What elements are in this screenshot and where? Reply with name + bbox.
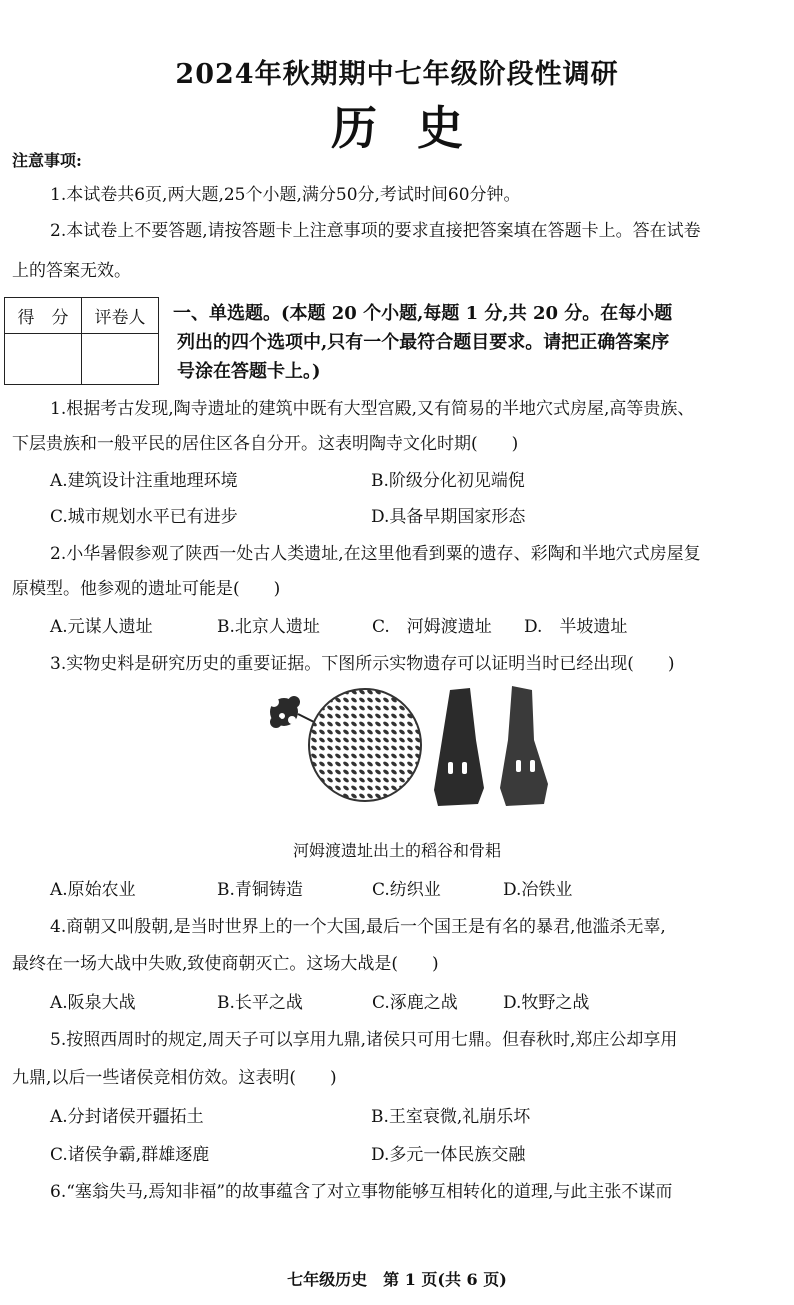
q3-figure-caption: 河姆渡遗址出土的稻谷和骨耜 — [292, 841, 501, 860]
q3-stem-line1: 3.实物史料是研究历史的重要证据。下图所示实物遗存可以证明当时已经出现( ) — [50, 654, 675, 674]
notice-item-2-line2: 上的答案无效。 — [12, 261, 131, 281]
q4-option-d: D.牧野之战 — [503, 993, 590, 1013]
q3-option-a: A.原始农业 — [50, 880, 136, 900]
q4-option-a: A.阪泉大战 — [50, 993, 136, 1013]
q5-stem-line1: 5.按照西周时的规定,周天子可以享用九鼎,诸侯只可用七鼎。但春秋时,郑庄公却享用 — [50, 1030, 678, 1050]
page-footer: 七年级历史 第 1 页(共 6 页) — [287, 1270, 507, 1289]
notice-item-1: 1.本试卷共6页,两大题,25个小题,满分50分,考试时间60分钟。 — [50, 185, 521, 205]
q6-stem-line1: 6.“塞翁失马,焉知非福”的故事蕴含了对立事物能够互相转化的道理,与此主张不谋而 — [50, 1182, 673, 1202]
score-box — [4, 297, 159, 385]
q1-option-c: C.城市规划水平已有进步 — [50, 507, 238, 527]
q2-stem-line2: 原模型。他参观的遗址可能是( ) — [12, 579, 281, 599]
q3-option-d: D.冶铁业 — [503, 880, 573, 900]
q2-stem-line1: 2.小华暑假参观了陕西一处古人类遗址,在这里他看到粟的遗存、彩陶和半地穴式房屋复 — [50, 544, 701, 564]
q5-option-b: B.王室衰微,礼崩乐坏 — [371, 1107, 531, 1127]
rice-and-bone-spade-figure — [262, 680, 562, 810]
q3-option-c: C.纺织业 — [372, 880, 441, 900]
q4-option-b: B.长平之战 — [217, 993, 303, 1013]
rice-grains-magnified-icon — [309, 689, 421, 801]
q2-option-c: C. 河姆渡遗址 — [372, 617, 492, 637]
subject-title: 历史 — [331, 101, 503, 155]
score-label: 得 分 — [5, 298, 82, 334]
q5-option-a: A.分封诸侯开疆拓土 — [50, 1107, 204, 1127]
q4-stem-line2: 最终在一场大战中失败,致使商朝灭亡。这场大战是( ) — [12, 954, 439, 974]
grader-label: 评卷人 — [82, 298, 159, 334]
q5-stem-line2: 九鼎,以后一些诸侯竞相仿效。这表明( ) — [12, 1068, 337, 1088]
score-cell — [5, 334, 82, 385]
section1-line1: 一、单选题。(本题 20 个小题,每题 1 分,共 20 分。在每小题 — [173, 303, 673, 324]
exam-title: 2024年秋期期中七年级阶段性调研 — [175, 59, 619, 90]
q2-option-d: D. 半坡遗址 — [524, 617, 628, 637]
q1-option-a: A.建筑设计注重地理环境 — [50, 471, 238, 491]
q1-stem-line1: 1.根据考古发现,陶寺遗址的建筑中既有大型宫殿,又有简易的半地穴式房屋,高等贵族、 — [50, 399, 695, 419]
q4-stem-line1: 4.商朝又叫殷朝,是当时世界上的一个大国,最后一个国王是有名的暴君,他滥杀无辜, — [50, 917, 666, 937]
q1-option-b: B.阶级分化初见端倪 — [371, 471, 525, 491]
section1-line2: 列出的四个选项中,只有一个最符合题目要求。请把正确答案序 — [177, 332, 670, 353]
section1-line3: 号涂在答题卡上。) — [177, 361, 321, 382]
bone-spade-icon — [434, 688, 484, 806]
q5-option-c: C.诸侯争霸,群雄逐鹿 — [50, 1145, 210, 1165]
q1-option-d: D.具备早期国家形态 — [371, 507, 526, 527]
q2-option-b: B.北京人遗址 — [217, 617, 320, 637]
bone-spade-icon-2 — [500, 686, 548, 806]
notice-heading: 注意事项: — [12, 151, 82, 170]
q2-option-a: A.元谋人遗址 — [50, 617, 153, 637]
grader-cell — [82, 334, 159, 385]
rice-grain-cluster-icon — [269, 696, 318, 728]
q5-option-d: D.多元一体民族交融 — [371, 1145, 526, 1165]
q4-option-c: C.涿鹿之战 — [372, 993, 458, 1013]
q1-stem-line2: 下层贵族和一般平民的居住区各自分开。这表明陶寺文化时期( ) — [12, 434, 519, 454]
q3-option-b: B.青铜铸造 — [217, 880, 303, 900]
notice-item-2-line1: 2.本试卷上不要答题,请按答题卡上注意事项的要求直接把答案填在答题卡上。答在试卷 — [50, 221, 701, 241]
